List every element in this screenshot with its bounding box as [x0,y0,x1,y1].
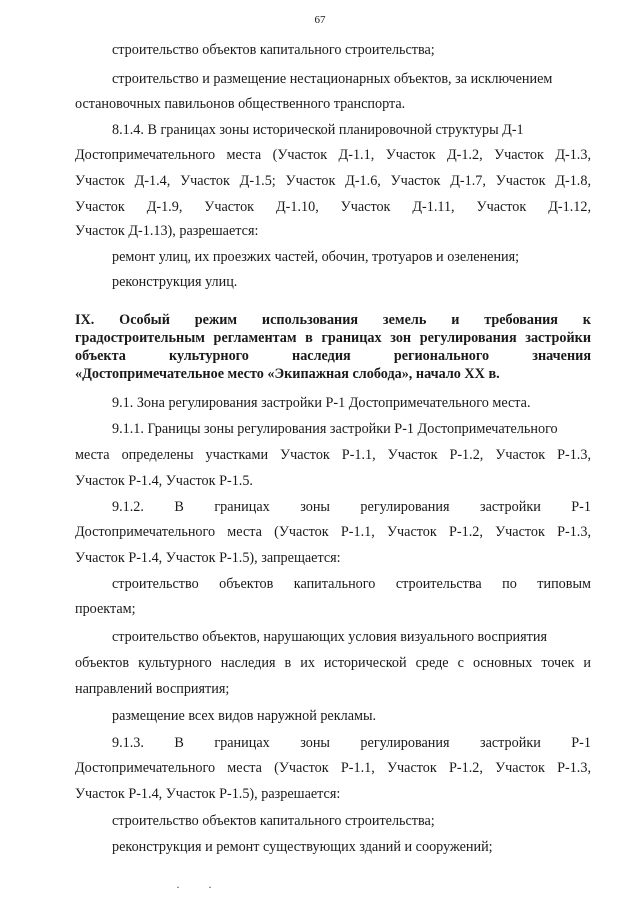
text-line: Участок Д-1.9, Участок Д-1.10, Участок Д-1.11, Участок Д-1.12, [75,199,591,215]
text-line: проектам; [75,601,136,617]
section-heading: объекта культурного наследия регионального значения [75,348,591,364]
text-line: Участок Р-1.4, Участок Р-1.5), разрешается: [75,786,341,802]
text-line: Достопримечательного места (Участок Д-1.1, Участок Д-1.2, Участок Д-1.3, [75,147,591,163]
text-line: 9.1.1. Границы зоны регулирования застройки Р-1 Достопримечательного [112,421,558,437]
scan-speck: · [208,880,212,894]
text-line: строительство объектов капитального строительства; [112,42,435,58]
scan-speck: · [176,880,180,894]
text-line: объектов культурного наследия в их исторической среде с основных точек и [75,655,591,671]
text-line: Участок Р-1.4, Участок Р-1.5. [75,473,253,489]
text-line: строительство объектов, нарушающих условия визуального восприятия [112,629,547,645]
section-heading: градостроительным регламентам в границах зон регулирования застройки [75,330,591,346]
text-line: Достопримечательного места (Участок Р-1.1, Участок Р-1.2, Участок Р-1.3, [75,524,591,540]
text-line: направлений восприятия; [75,681,230,697]
text-line: строительство объектов капитального строительства по типовым [112,576,591,592]
text-line: строительство объектов капитального строительства; [112,813,435,829]
text-line: 9.1. Зона регулирования застройки Р-1 Достопримечательного места. [112,395,531,411]
text-line: остановочных павильонов общественного транспорта. [75,96,406,112]
text-line: Участок Р-1.4, Участок Р-1.5), запрещается: [75,550,341,566]
page-number: 67 [314,14,326,26]
text-line: Участок Д-1.13), разрешается: [75,223,259,239]
text-line: реконструкция и ремонт существующих зданий и сооружений; [112,839,493,855]
text-line: ремонт улиц, их проезжих частей, обочин, тротуаров и озеленения; [112,249,520,265]
section-heading: «Достопримечательное место «Экипажная слобода», начало XX в. [75,366,500,382]
text-line: реконструкция улиц. [112,274,238,290]
text-line: 9.1.3. В границах зоны регулирования застройки Р-1 [112,735,591,751]
text-line: Достопримечательного места (Участок Р-1.1, Участок Р-1.2, Участок Р-1.3, [75,760,591,776]
text-line: 8.1.4. В границах зоны исторической планировочной структуры Д-1 [112,122,524,138]
text-line: размещение всех видов наружной рекламы. [112,708,377,724]
section-heading: IX. Особый режим использования земель и требования к [75,312,591,328]
text-line: Участок Д-1.4, Участок Д-1.5; Участок Д-1.6, Участок Д-1.7, Участок Д-1.8, [75,173,591,189]
text-line: 9.1.2. В границах зоны регулирования застройки Р-1 [112,499,591,515]
text-line: места определены участками Участок Р-1.1, Участок Р-1.2, Участок Р-1.3, [75,447,591,463]
text-line: строительство и размещение нестационарных объектов, за исключением [112,71,553,87]
